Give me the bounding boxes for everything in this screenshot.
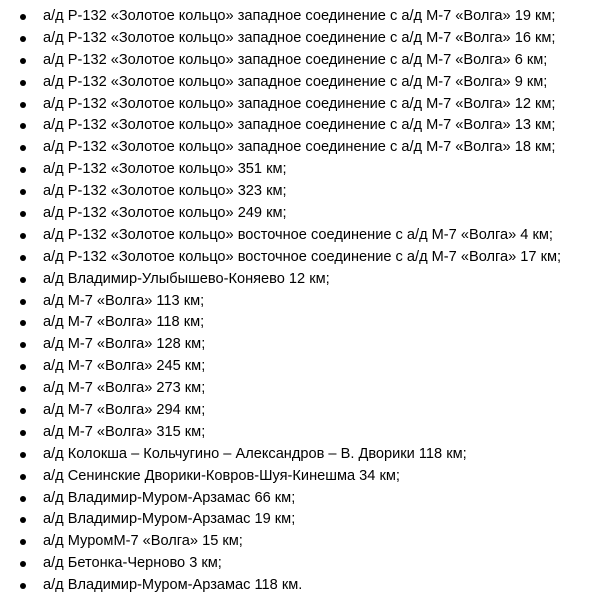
bullet-icon bbox=[20, 123, 26, 129]
list-item-text: а/д Р-132 «Золотое кольцо» 351 км; bbox=[43, 161, 287, 178]
bullet-icon bbox=[20, 408, 26, 414]
bullet-icon bbox=[20, 167, 26, 173]
list-item bbox=[0, 291, 605, 313]
list-item-text: а/д Р-132 «Золотое кольцо» западное соединение с а/д М-7 «Волга» 18 км; bbox=[43, 139, 556, 156]
list-item-text: а/д М-7 «Волга» 315 км; bbox=[43, 423, 206, 440]
bullet-icon bbox=[20, 189, 26, 195]
list-item-text: а/д М-7 «Волга» 245 км; bbox=[43, 358, 206, 375]
list-item-text: а/д Р-132 «Золотое кольцо» западное соединение с а/д М-7 «Волга» 16 км; bbox=[43, 29, 556, 46]
bullet-icon bbox=[20, 277, 26, 283]
list-item bbox=[0, 181, 605, 203]
list-item bbox=[0, 137, 605, 159]
bullet-icon bbox=[20, 145, 26, 151]
list-item-text: а/д Р-132 «Золотое кольцо» западное соединение с а/д М-7 «Волга» 6 км; bbox=[43, 51, 548, 68]
bullet-icon bbox=[20, 36, 26, 42]
road-list bbox=[0, 6, 605, 597]
list-item-text: а/д М-7 «Волга» 118 км; bbox=[43, 314, 205, 331]
list-item bbox=[0, 225, 605, 247]
list-item-text: а/д Р-132 «Золотое кольцо» 323 км; bbox=[43, 183, 287, 200]
bullet-icon bbox=[20, 430, 26, 436]
list-item-text: а/д МуромМ-7 «Волга» 15 км; bbox=[43, 533, 243, 550]
list-item-text: а/д Сенинские Дворики-Ковров-Шуя-Кинешма 34 км; bbox=[43, 467, 400, 484]
bullet-icon bbox=[20, 102, 26, 108]
bullet-icon bbox=[20, 14, 26, 20]
list-item bbox=[0, 72, 605, 94]
bullet-icon bbox=[20, 517, 26, 523]
list-item-text: а/д М-7 «Волга» 294 км; bbox=[43, 402, 206, 419]
list-item-text: а/д Владимир-Улыбышево-Коняево 12 км; bbox=[43, 270, 330, 287]
bullet-icon bbox=[20, 364, 26, 370]
bullet-icon bbox=[20, 342, 26, 348]
list-item bbox=[0, 488, 605, 510]
list-item bbox=[0, 247, 605, 269]
list-item bbox=[0, 28, 605, 50]
bullet-icon bbox=[20, 496, 26, 502]
bullet-icon bbox=[20, 233, 26, 239]
list-item-text: а/д Р-132 «Золотое кольцо» 249 км; bbox=[43, 205, 287, 222]
list-item bbox=[0, 466, 605, 488]
list-item bbox=[0, 334, 605, 356]
bullet-icon bbox=[20, 561, 26, 567]
list-item bbox=[0, 444, 605, 466]
list-item bbox=[0, 575, 605, 597]
list-item bbox=[0, 94, 605, 116]
list-item-text: а/д Владимир-Муром-Арзамас 118 км. bbox=[43, 577, 303, 594]
list-item bbox=[0, 50, 605, 72]
list-item-text: а/д Р-132 «Золотое кольцо» западное соединение с а/д М-7 «Волга» 19 км; bbox=[43, 8, 556, 24]
list-item-text: а/д Р-132 «Золотое кольцо» западное соединение с а/д М-7 «Волга» 9 км; bbox=[43, 73, 548, 90]
list-item-text: а/д М-7 «Волга» 128 км; bbox=[43, 336, 206, 353]
bullet-icon bbox=[20, 211, 26, 217]
list-item bbox=[0, 356, 605, 378]
list-item bbox=[0, 378, 605, 400]
list-item bbox=[0, 6, 605, 28]
bullet-icon bbox=[20, 583, 26, 589]
list-item bbox=[0, 269, 605, 291]
list-item-text: а/д Р-132 «Золотое кольцо» западное соединение с а/д М-7 «Волга» 13 км; bbox=[43, 117, 556, 134]
list-item bbox=[0, 159, 605, 181]
list-item-text: а/д Р-132 «Золотое кольцо» западное соединение с а/д М-7 «Волга» 12 км; bbox=[43, 95, 556, 112]
list-item bbox=[0, 553, 605, 575]
bullet-icon bbox=[20, 80, 26, 86]
list-item-text: а/д Р-132 «Золотое кольцо» восточное соединение с а/д М-7 «Волга» 4 км; bbox=[43, 226, 553, 243]
list-item bbox=[0, 400, 605, 422]
list-item-text: а/д М-7 «Волга» 113 км; bbox=[43, 292, 205, 309]
list-item-text: а/д М-7 «Волга» 273 км; bbox=[43, 380, 206, 397]
list-item-text: а/д Владимир-Муром-Арзамас 19 км; bbox=[43, 511, 296, 528]
list-item-text: а/д Владимир-Муром-Арзамас 66 км; bbox=[43, 489, 296, 506]
list-item bbox=[0, 509, 605, 531]
bullet-icon bbox=[20, 452, 26, 458]
list-item bbox=[0, 531, 605, 553]
bullet-icon bbox=[20, 320, 26, 326]
bullet-icon bbox=[20, 58, 26, 64]
list-item bbox=[0, 422, 605, 444]
bullet-icon bbox=[20, 539, 26, 545]
bullet-icon bbox=[20, 386, 26, 392]
list-item bbox=[0, 203, 605, 225]
list-item-text: а/д Бетонка-Черново 3 км; bbox=[43, 555, 222, 572]
list-item bbox=[0, 312, 605, 334]
bullet-icon bbox=[20, 474, 26, 480]
bullet-icon bbox=[20, 255, 26, 261]
list-item-text: а/д Р-132 «Золотое кольцо» восточное соединение с а/д М-7 «Волга» 17 км; bbox=[43, 248, 562, 265]
list-item-text: а/д Колокша – Кольчугино – Александров – В. Дворики 118 км; bbox=[43, 445, 467, 462]
bullet-icon bbox=[20, 299, 26, 305]
list-item bbox=[0, 115, 605, 137]
